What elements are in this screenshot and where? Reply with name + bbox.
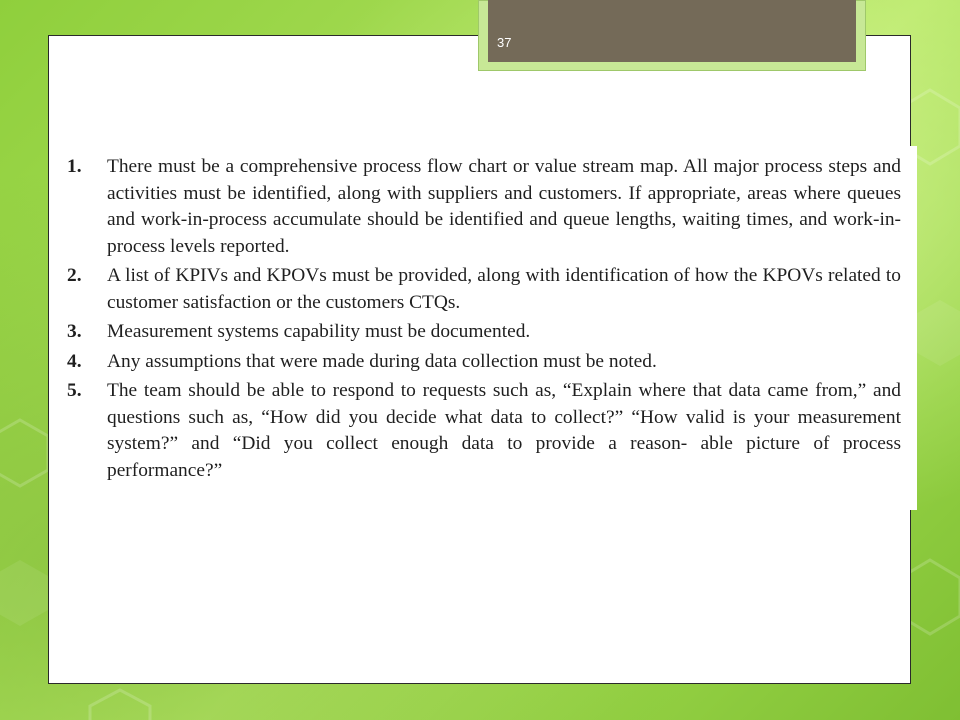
list-item-text: The team should be able to respond to requests such as, “Explain where that data came from,” and questions such as, “How did you decide what data to collect?” “How valid is your measurement system?” and “Did you collect enough data to provide a reason- able picture of process performance?” [107, 380, 901, 481]
list-item [67, 263, 901, 316]
list-item-number: 1. [67, 156, 82, 177]
list-item-number: 5. [67, 380, 82, 401]
requirements-list [57, 146, 917, 510]
list-item [67, 378, 901, 484]
list-item-number: 3. [67, 321, 82, 342]
list-item [67, 319, 901, 346]
list-item-text: Measurement systems capability must be documented. [107, 321, 531, 342]
list-item-number: 4. [67, 350, 82, 372]
slide-number-tab [488, 0, 856, 62]
list-item-text: A list of KPIVs and KPOVs must be provided, along with identification of how the KPOVs related to customer satisfaction or the customers CTQs. [107, 265, 901, 313]
list-item-text: Any assumptions that were made during data collection must be noted. [107, 350, 657, 372]
slide-number: 37 [497, 35, 512, 50]
list-item [67, 349, 901, 376]
list-item-text: There must be a comprehensive process flow chart or value stream map. All major process steps and activities must be identified, along with suppliers and customers. If appropriate, areas where queues and work-in-process accumulate should be identified and queue lengths, waiting times, and work-in-process levels reported. [107, 156, 901, 257]
list-item [67, 154, 901, 260]
list-item-number: 2. [67, 265, 82, 286]
